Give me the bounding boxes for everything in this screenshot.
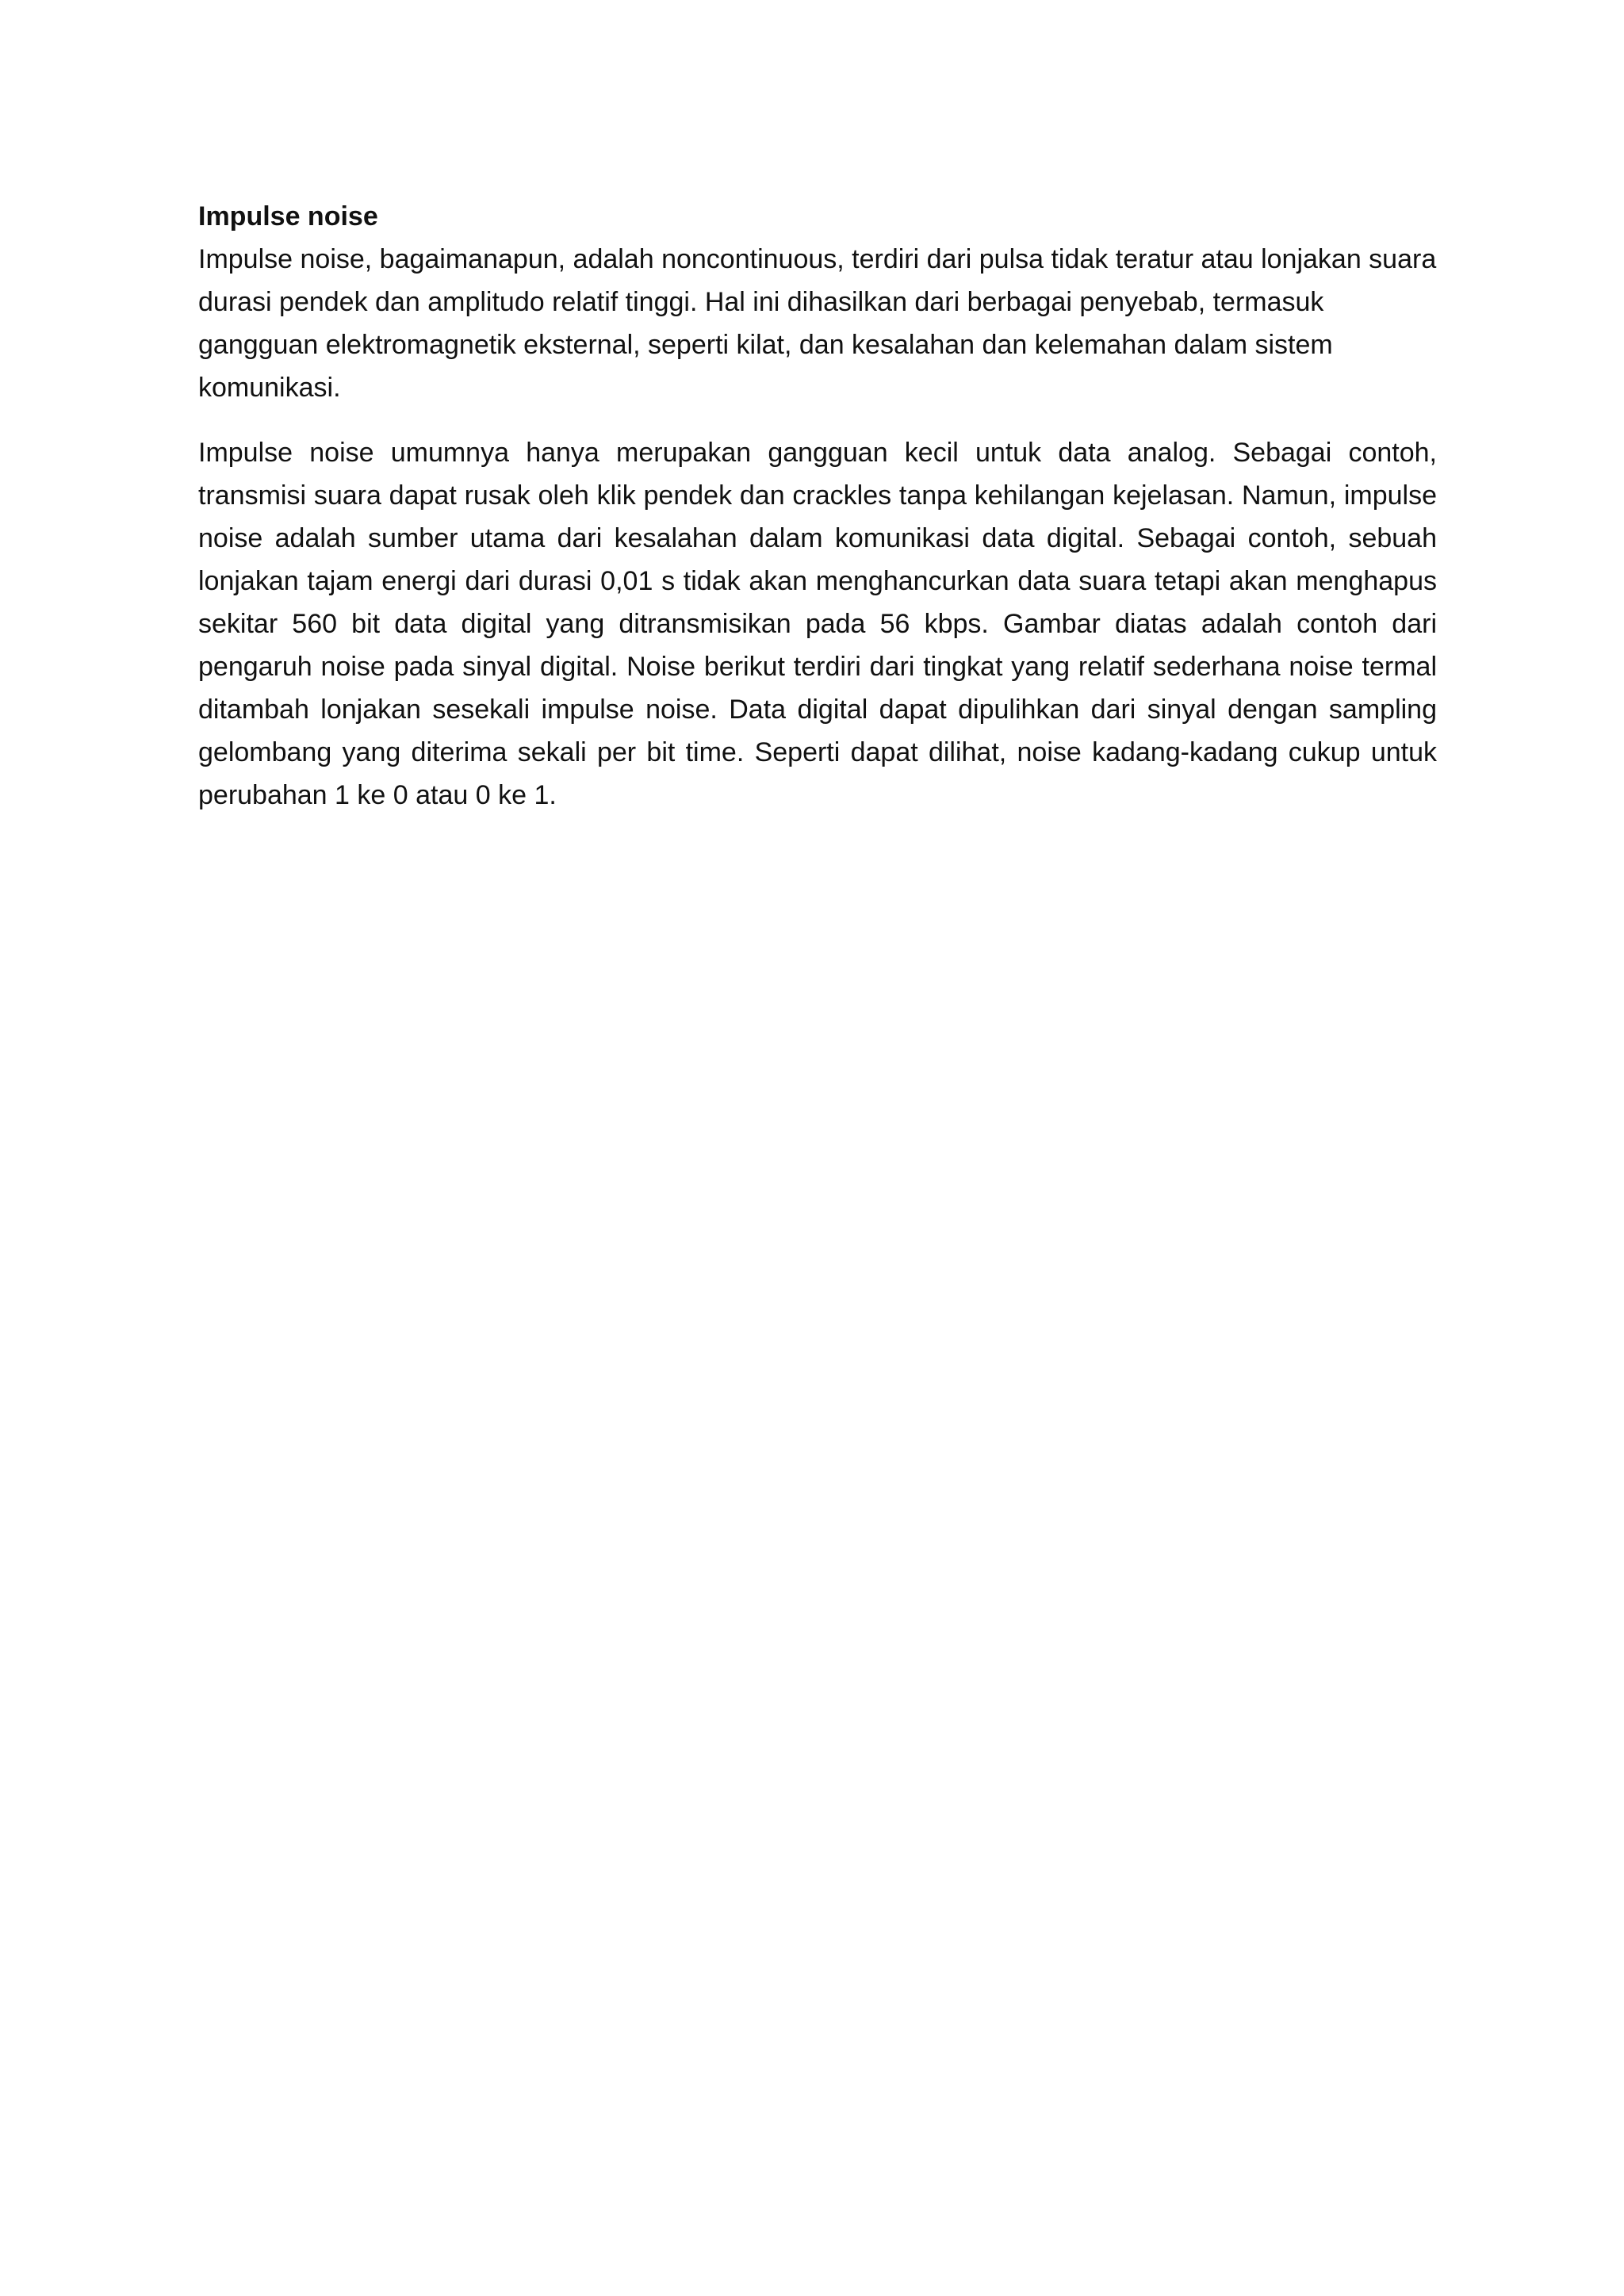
document-body <box>198 195 1437 817</box>
section-heading: Impulse noise <box>198 201 378 232</box>
paragraph-1: Impulse noise, bagaimanapun, adalah noncontinuous, terdiri dari pulsa tidak teratur atau lonjakan suara durasi pendek dan amplitudo relatif tinggi. Hal ini dihasilkan dari berbagai penyebab, termasuk gangguan elektromagnetik eksternal, seperti kilat, dan kesalahan dan kelemahan dalam sistem komunikasi. <box>198 244 1437 403</box>
paragraph-2: Impulse noise umumnya hanya merupakan gangguan kecil untuk data analog. Sebagai contoh, transmisi suara dapat rusak oleh klik pendek dan crackles tanpa kehilangan kejelasan. Namun, impulse noise adalah sumber utama dari kesalahan dalam komunikasi data digital. Sebagai contoh, sebuah lonjakan tajam energi dari durasi 0,01 s tidak akan menghancurkan data suara tetapi akan menghapus sekitar 560 bit data digital yang ditransmisikan pada 56 kbps. Gambar diatas adalah contoh dari pengaruh noise pada sinyal digital. Noise berikut terdiri dari tingkat yang relatif sederhana noise termal ditambah lonjakan sesekali impulse noise. Data digital dapat dipulihkan dari sinyal dengan sampling gelombang yang diterima sekali per bit time. Seperti dapat dilihat, noise kadang-kadang cukup untuk perubahan 1 ke 0 atau 0 ke 1. <box>198 438 1437 810</box>
